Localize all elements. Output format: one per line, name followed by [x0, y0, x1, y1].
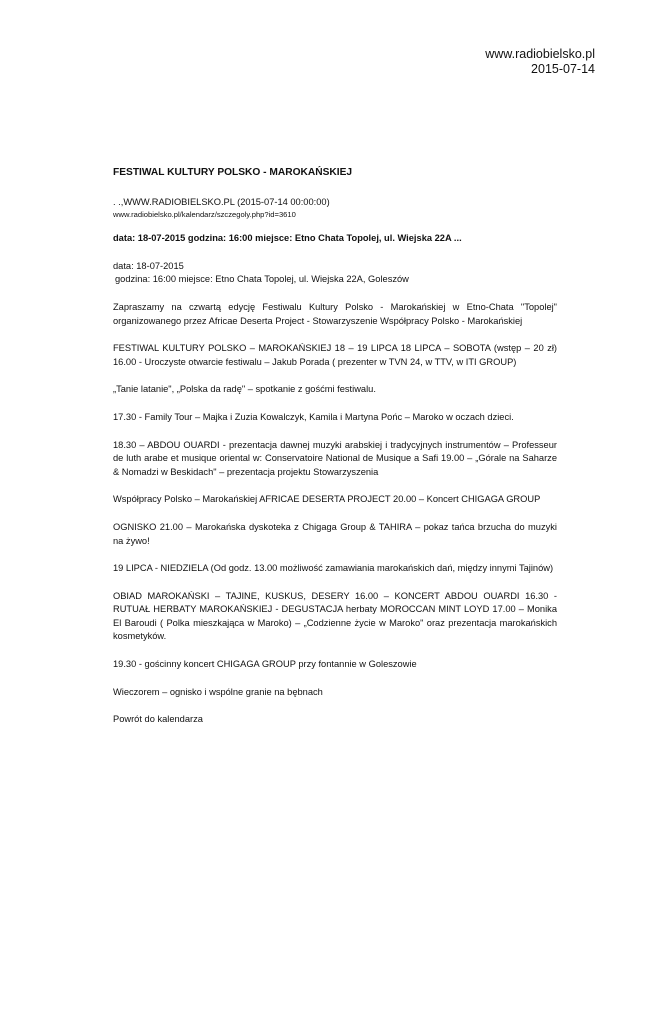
paragraph-saturday-program: FESTIWAL KULTURY POLSKO – MAROKAŃSKIEJ 18 – 19 LIPCA 18 LIPCA – SOBOTA (wstęp – 20 zł) 16.00 - Uroczyste otwarcie festiwalu – Jakub Porada ( prezenter w TVN 24, w TTV, w ITI GROUP) [113, 343, 557, 367]
page-header [485, 47, 595, 77]
paragraph-guest-concert: 19.30 - gościnny koncert CHIGAGA GROUP przy fontannie w Goleszowie [113, 659, 417, 670]
article [113, 166, 557, 741]
paragraph-family-tour: 17.30 - Family Tour – Majka i Zuzia Kowalczyk, Kamila i Martyna Pońc – Maroko w oczach dzieci. [113, 411, 514, 422]
paragraph-evening: Wieczorem – ognisko i wspólne granie na bębnach [113, 686, 323, 697]
event-time-place: godzina: 16:00 miejsce: Etno Chata Topolej, ul. Wiejska 22A, Goleszów [115, 274, 409, 285]
event-summary: data: 18-07-2015 godzina: 16:00 miejsce: Etno Chata Topolej, ul. Wiejska 22A ... [113, 233, 462, 244]
back-to-calendar-link[interactable]: Powrót do kalendarza [113, 714, 203, 725]
paragraph-bonfire: OGNISKO 21.00 – Marokańska dyskoteka z Chigaga Group & TAHIRA – pokaz tańca brzucha do muzyki na żywo! [113, 521, 557, 546]
article-title: FESTIWAL KULTURY POLSKO - MAROKAŃSKIEJ [113, 167, 353, 178]
header-date: 2015-07-14 [531, 62, 595, 76]
paragraph-invitation: Zapraszamy na czwartą edycję Festiwalu Kultury Polsko - Marokańskiej w Etno-Chata "Topolej" organizowanego przez Africae Deserta Project - Stowarzyszenie Współpracy Polsko - Marokańskiej [113, 301, 557, 326]
paragraph-sunday-program: OBIAD MAROKAŃSKI – TAJINE, KUSKUS, DESERY 16.00 – KONCERT ABDOU OUARDI 16.30 - RUTUAŁ HERBATY MAROKAŃSKIEJ - DEGUSTACJA herbaty MOROCCAN MINT LOYD 17.00 – Monika El Baroudi ( Polka mieszkająca w Maroko) – „Codzienne życie w Maroko" oraz prezentacja marokańskich kosmetyków. [113, 590, 557, 642]
paragraph-abdou-ouardi: 18.30 – ABDOU OUARDI - prezentacja dawnej muzyki arabskiej i tradycyjnych instrumentów – Professeur de luth arabe et musique oriental w: Conservatoire National de Musique a Safi 19.00 – „Górale na Saharze & Nomadzi w Beskidach" – prezentacja projektu Stowarzyszenia [113, 439, 557, 477]
paragraph-sunday: 19 LIPCA - NIEDZIELA (Od godz. 13.00 możliwość zamawiania marokańskich dań, między innymi Tajinów) [113, 563, 554, 574]
paragraph-africae-deserta: Współpracy Polsko – Marokańskiej AFRICAE DESERTA PROJECT 20.00 – Koncert CHIGAGA GROUP [113, 494, 541, 505]
source-url: www.radiobielsko.pl/kalendarz/szczegoly.php?id=3610 [113, 210, 296, 220]
event-date: data: 18-07-2015 [113, 260, 184, 271]
site-name: www.radiobielsko.pl [485, 47, 595, 61]
event-details [113, 260, 557, 287]
source-line: . .,WWW.RADIOBIELSKO.PL (2015-07-14 00:00:00) [113, 196, 330, 207]
paragraph-meeting: „Tanie latanie", „Polska da radę" – spotkanie z gośćmi festiwalu. [113, 384, 376, 395]
